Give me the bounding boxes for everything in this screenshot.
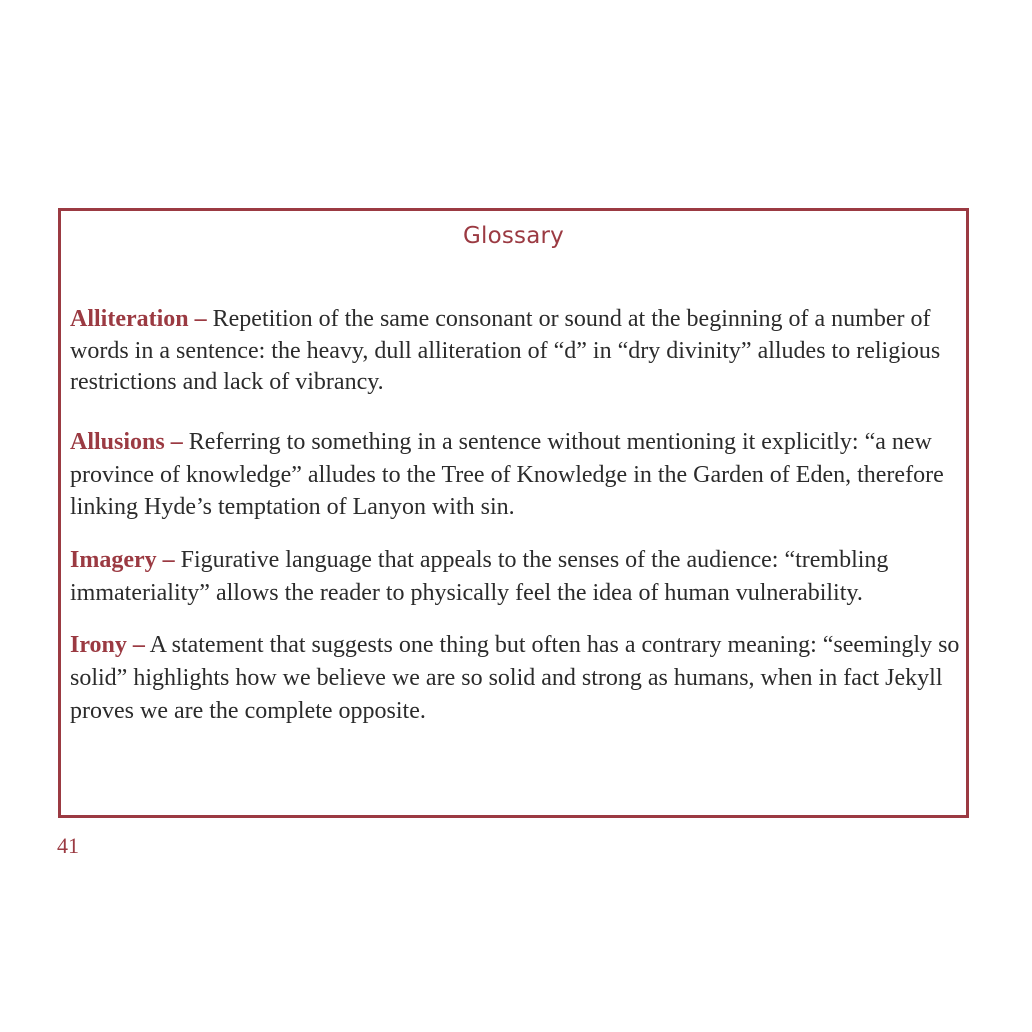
- glossary-entry-allusions: [70, 426, 962, 524]
- glossary-definition: Figurative language that appeals to the senses of the audience: “trembling immateriality” allows the reader to physically feel the idea of human vulnerability.: [70, 547, 889, 606]
- glossary-box: [58, 208, 969, 818]
- term-dash: –: [132, 632, 145, 658]
- glossary-entry-alliteration: [70, 304, 962, 399]
- glossary-entry-imagery: [70, 544, 962, 609]
- glossary-term: Imagery: [70, 547, 157, 573]
- term-dash: –: [170, 429, 183, 455]
- glossary-term: Irony: [70, 632, 127, 658]
- glossary-definition: Repetition of the same consonant or sound at the beginning of a number of words in a sentence: the heavy, dull alliteration of “d” in “dry divinity” alludes to religious restrictions and lack of vibrancy.: [70, 306, 941, 395]
- glossary-title: Glossary: [462, 223, 564, 249]
- term-dash: –: [162, 547, 175, 573]
- glossary-definition: Referring to something in a sentence without mentioning it explicitly: “a new province of knowledge” alludes to the Tree of Knowledge in the Garden of Eden, therefore linking Hyde’s temptation of Lanyon with sin.: [70, 429, 944, 520]
- glossary-term: Allusions: [70, 429, 165, 455]
- glossary-term: Alliteration: [70, 306, 189, 332]
- glossary-definition: A statement that suggests one thing but often has a contrary meaning: “seemingly so solid” highlights how we believe we are so solid and strong as humans, when in fact Jekyll proves we are the complete opposite.: [70, 632, 960, 724]
- page-number: 41: [57, 833, 79, 858]
- glossary-entry-irony: [70, 629, 962, 728]
- term-dash: –: [194, 306, 207, 332]
